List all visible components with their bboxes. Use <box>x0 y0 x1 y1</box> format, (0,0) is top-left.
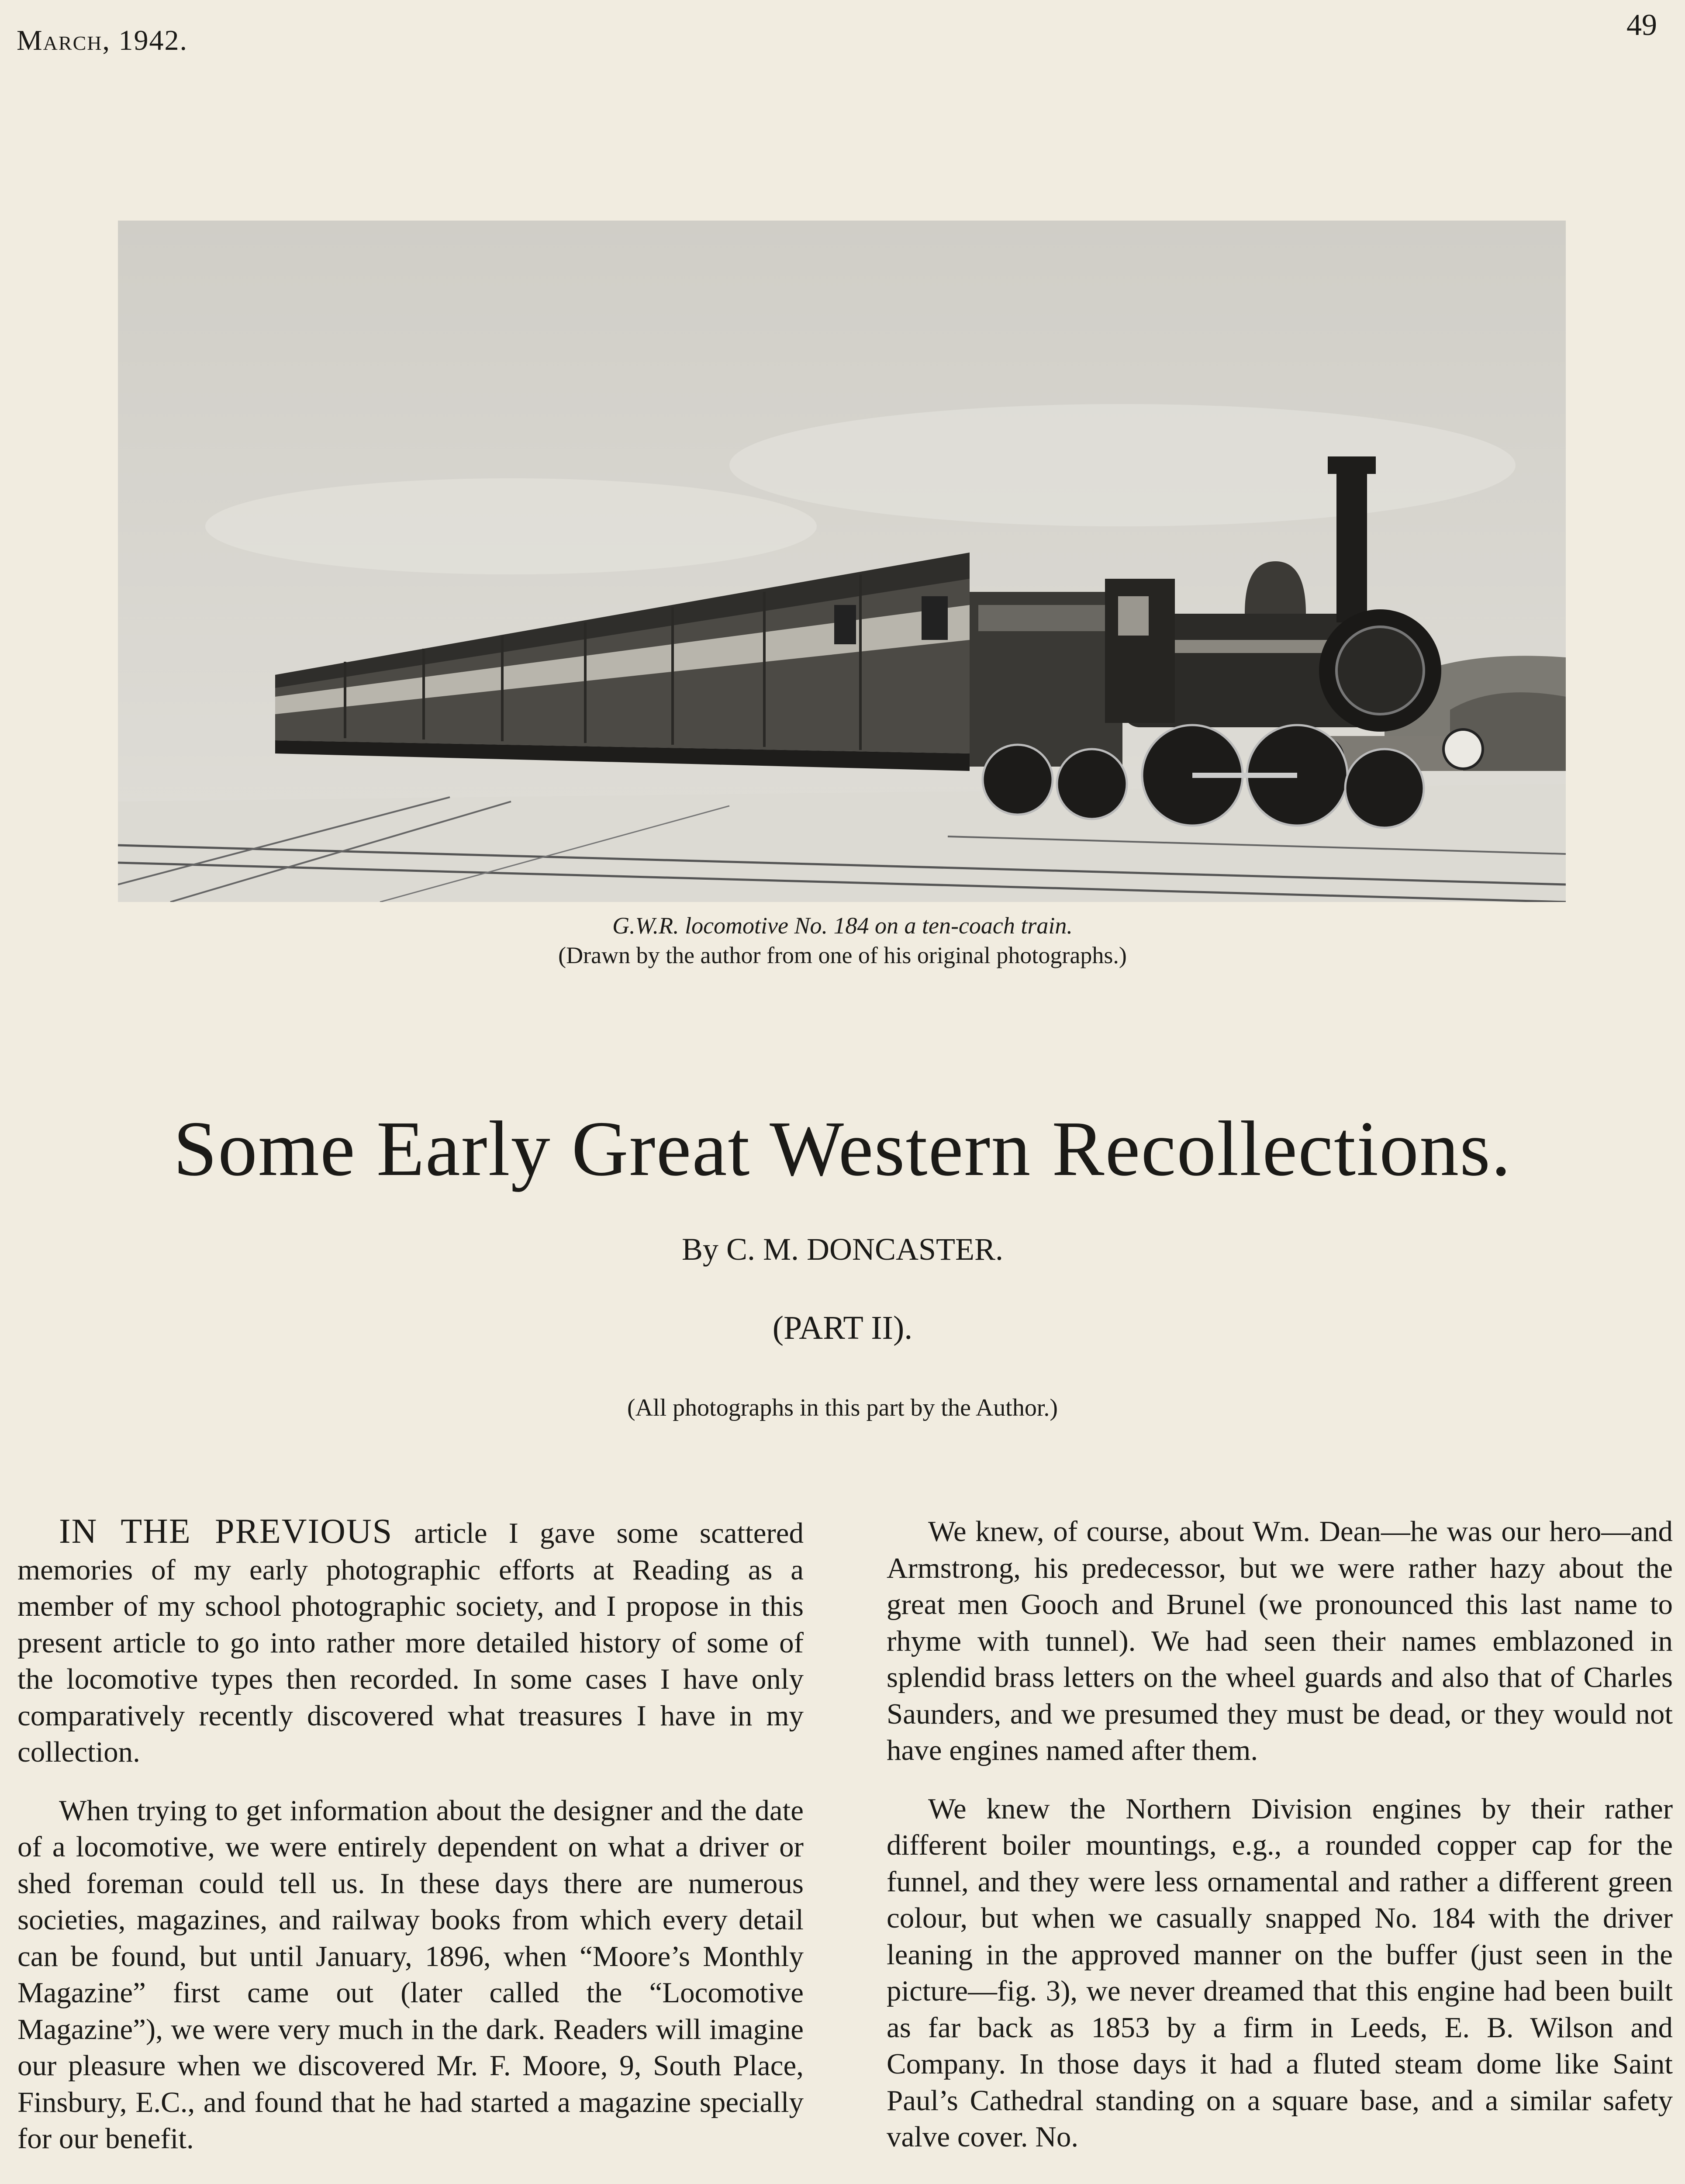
lead-in: IN THE PREVIOUS <box>59 1512 393 1551</box>
running-head-month: March <box>17 24 103 56</box>
paragraph: When trying to get information about the designer and the date of a locomotive, we were entirely dependent on what a driver or shed foreman could tell us. In these days there are numerous societies, magazines, and railway books from which every detail can be found, but until January, 1896, when “Moore’s Monthly Magazine” first came out (later called the “Locomotive Magazine”), we were very much in the dark. Readers will imagine our pleasure when we discovered Mr. F. Moore, 9, South Place, Finsbury, E.C., and found that he had started a magazine specially for our benefit. <box>17 1794 804 2155</box>
figure-caption-title: G.W.R. locomotive No. 184 on a ten-coach train. <box>612 912 1073 939</box>
figure-caption-credit: (Drawn by the author from one of his original photographs.) <box>558 942 1127 968</box>
article-title: Some Early Great Western Recollections. <box>173 1105 1512 1192</box>
article-part: (PART II). <box>772 1310 913 1346</box>
right-column <box>887 1514 1673 2177</box>
figure-caption <box>0 911 1685 970</box>
running-head-year: , 1942. <box>102 24 188 56</box>
running-head <box>17 24 188 57</box>
photo-credit: (All photographs in this part by the Author.) <box>627 1394 1058 1421</box>
page-number: 49 <box>1626 8 1657 42</box>
paragraph <box>17 1514 804 1771</box>
left-column <box>17 1514 804 2179</box>
paragraph: We knew the Northern Division engines by their rather different boiler mountings, e.g., a rounded copper cap for the funnel, and they were less ornamental and rather a different green colour, but when we casually snapped No. 184 with the driver leaning in the approved manner on the buffer (just seen in the picture—fig. 3), we never dreamed that this engine had been built as far back as 1853 by a firm in Leeds, E. B. Wilson and Company. In those days it had a fluted steam dome like Saint Paul’s Cathedral standing on a square base, and a similar safety valve cover. No. <box>887 1792 1673 2153</box>
paragraph-text: article I gave some scattered memories of my early photographic efforts at Reading as a member of my school photographic society, and I propose in this present article to go into rather more detailed history of some of the locomotive types then recorded. In some cases I have only comparatively recently discovered what treasures I have in my collection. <box>17 1517 804 1768</box>
article-byline: By C. M. DONCASTER. <box>681 1232 1004 1267</box>
paragraph: We knew, of course, about Wm. Dean—he was our hero—and Armstrong, his predecessor, but we were rather hazy about the great men Gooch and Brunel (we pronounced this last name to rhyme with tunnel). We had seen their names emblazoned in splendid brass letters on the wheel guards and also that of Charles Saunders, and we presumed they must be dead, or they would not have engines named after them. <box>887 1515 1673 1766</box>
locomotive-illustration <box>118 221 1566 902</box>
